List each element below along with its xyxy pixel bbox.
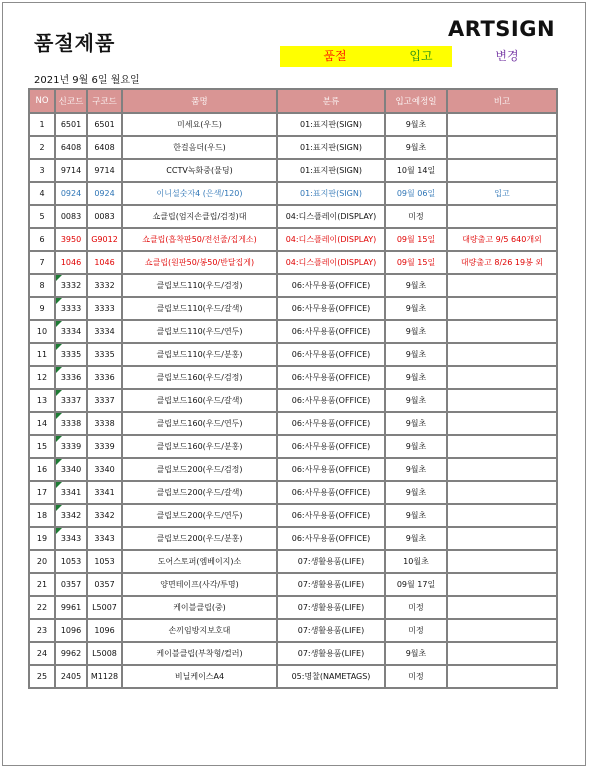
cell-product-name: 클립보드110(우드/갈색) xyxy=(122,297,277,320)
cell-note xyxy=(447,136,557,159)
cell-arrival-date: 미정 xyxy=(385,619,447,642)
header-product-name: 품명 xyxy=(122,89,277,113)
cell-product-name: 클립보드160(우드/갈색) xyxy=(122,389,277,412)
cell-no: 18 xyxy=(29,504,55,527)
cell-product-name: 클립보드160(우드/분홍) xyxy=(122,435,277,458)
header-new-code: 신코드 xyxy=(55,89,87,113)
cell-note xyxy=(447,366,557,389)
cell-no: 25 xyxy=(29,665,55,688)
cell-category: 07:생활용품(LIFE) xyxy=(277,596,385,619)
cell-new-code: 3332 xyxy=(55,274,87,297)
cell-arrival-date: 10월 14일 xyxy=(385,159,447,182)
cell-note: 대량출고 8/26 19봉 외 xyxy=(447,251,557,274)
cell-arrival-date: 9월초 xyxy=(385,412,447,435)
cell-product-name: 클립보드200(우드/검정) xyxy=(122,458,277,481)
cell-new-code: 3336 xyxy=(55,366,87,389)
cell-old-code: 0357 xyxy=(87,573,122,596)
cell-old-code: G9012 xyxy=(87,228,122,251)
cell-note xyxy=(447,596,557,619)
cell-category: 07:생활용품(LIFE) xyxy=(277,550,385,573)
cell-new-code: 1053 xyxy=(55,550,87,573)
cell-note xyxy=(447,297,557,320)
cell-arrival-date: 9월초 xyxy=(385,504,447,527)
cell-product-name: 클립보드110(우드/분홍) xyxy=(122,343,277,366)
cell-category: 06:사무용품(OFFICE) xyxy=(277,366,385,389)
cell-arrival-date: 09월 15일 xyxy=(385,228,447,251)
table-row xyxy=(29,228,557,251)
cell-note xyxy=(447,343,557,366)
cell-no: 3 xyxy=(29,159,55,182)
table-row xyxy=(29,182,557,205)
cell-category: 06:사무용품(OFFICE) xyxy=(277,320,385,343)
cell-no: 11 xyxy=(29,343,55,366)
cell-note xyxy=(447,550,557,573)
cell-old-code: 1096 xyxy=(87,619,122,642)
cell-arrival-date: 9월초 xyxy=(385,366,447,389)
cell-note xyxy=(447,389,557,412)
cell-arrival-date: 9월초 xyxy=(385,642,447,665)
cell-new-code: 1046 xyxy=(55,251,87,274)
cell-new-code: 9961 xyxy=(55,596,87,619)
cell-note xyxy=(447,458,557,481)
cell-note xyxy=(447,205,557,228)
cell-arrival-date: 9월초 xyxy=(385,274,447,297)
cell-old-code: L5008 xyxy=(87,642,122,665)
cell-no: 5 xyxy=(29,205,55,228)
table-row xyxy=(29,665,557,688)
cell-new-code: 3335 xyxy=(55,343,87,366)
cell-arrival-date: 09월 15일 xyxy=(385,251,447,274)
cell-product-name: 쇼클립(엄지손클립/검정)대 xyxy=(122,205,277,228)
soldout-table xyxy=(28,88,558,689)
cell-category: 07:생활용품(LIFE) xyxy=(277,573,385,596)
cell-category: 01:표지판(SIGN) xyxy=(277,182,385,205)
cell-no: 6 xyxy=(29,228,55,251)
cell-no: 21 xyxy=(29,573,55,596)
cell-old-code: 1046 xyxy=(87,251,122,274)
cell-new-code: 3343 xyxy=(55,527,87,550)
cell-category: 06:사무용품(OFFICE) xyxy=(277,389,385,412)
cell-old-code: 1053 xyxy=(87,550,122,573)
cell-product-name: 클립보드200(우드/분홍) xyxy=(122,527,277,550)
table-row xyxy=(29,320,557,343)
table-row xyxy=(29,159,557,182)
cell-no: 1 xyxy=(29,113,55,136)
cell-note xyxy=(447,435,557,458)
cell-note xyxy=(447,159,557,182)
cell-no: 10 xyxy=(29,320,55,343)
cell-product-name: 손끼임방지보호대 xyxy=(122,619,277,642)
cell-product-name: 케이블클립(부착형/컬러) xyxy=(122,642,277,665)
cell-arrival-date: 9월초 xyxy=(385,458,447,481)
cell-new-code: 9714 xyxy=(55,159,87,182)
cell-old-code: L5007 xyxy=(87,596,122,619)
cell-product-name: 쇼클립(흡착판50/전선줄/집게소) xyxy=(122,228,277,251)
table-row xyxy=(29,136,557,159)
cell-no: 24 xyxy=(29,642,55,665)
cell-arrival-date: 9월초 xyxy=(385,389,447,412)
cell-new-code: 3333 xyxy=(55,297,87,320)
cell-new-code: 3950 xyxy=(55,228,87,251)
table-row xyxy=(29,113,557,136)
cell-category: 06:사무용품(OFFICE) xyxy=(277,458,385,481)
table-row xyxy=(29,573,557,596)
cell-category: 06:사무용품(OFFICE) xyxy=(277,527,385,550)
cell-new-code: 6408 xyxy=(55,136,87,159)
cell-new-code: 3339 xyxy=(55,435,87,458)
table-row xyxy=(29,274,557,297)
legend-instock: 입고 xyxy=(390,46,452,67)
cell-new-code: 3334 xyxy=(55,320,87,343)
cell-product-name: 양면테이프(사각/투명) xyxy=(122,573,277,596)
table-row xyxy=(29,481,557,504)
table-row xyxy=(29,458,557,481)
cell-no: 4 xyxy=(29,182,55,205)
table-row xyxy=(29,550,557,573)
header-arrival-date: 입고예정일 xyxy=(385,89,447,113)
cell-arrival-date: 미정 xyxy=(385,596,447,619)
cell-new-code: 6501 xyxy=(55,113,87,136)
cell-note xyxy=(447,274,557,297)
cell-category: 04:디스플레이(DISPLAY) xyxy=(277,228,385,251)
cell-new-code: 3337 xyxy=(55,389,87,412)
cell-category: 06:사무용품(OFFICE) xyxy=(277,504,385,527)
cell-product-name: CCTV녹화중(물딩) xyxy=(122,159,277,182)
cell-note xyxy=(447,481,557,504)
cell-new-code: 3338 xyxy=(55,412,87,435)
cell-old-code: 3340 xyxy=(87,458,122,481)
cell-old-code: 0083 xyxy=(87,205,122,228)
cell-no: 17 xyxy=(29,481,55,504)
cell-old-code: 3341 xyxy=(87,481,122,504)
cell-category: 06:사무용품(OFFICE) xyxy=(277,412,385,435)
cell-no: 2 xyxy=(29,136,55,159)
cell-old-code: 6501 xyxy=(87,113,122,136)
cell-category: 06:사무용품(OFFICE) xyxy=(277,481,385,504)
cell-old-code: 3335 xyxy=(87,343,122,366)
table-row xyxy=(29,412,557,435)
cell-product-name: 도어스토퍼(엠베이지)소 xyxy=(122,550,277,573)
cell-old-code: 6408 xyxy=(87,136,122,159)
cell-no: 15 xyxy=(29,435,55,458)
cell-arrival-date: 09월 17일 xyxy=(385,573,447,596)
cell-arrival-date: 9월초 xyxy=(385,343,447,366)
table-row xyxy=(29,527,557,550)
cell-arrival-date: 9월초 xyxy=(385,320,447,343)
cell-category: 04:디스플레이(DISPLAY) xyxy=(277,251,385,274)
cell-new-code: 1096 xyxy=(55,619,87,642)
cell-no: 13 xyxy=(29,389,55,412)
cell-product-name: 클립보드160(우드/연두) xyxy=(122,412,277,435)
table-row xyxy=(29,251,557,274)
cell-new-code: 3341 xyxy=(55,481,87,504)
cell-old-code: 3334 xyxy=(87,320,122,343)
cell-note xyxy=(447,320,557,343)
cell-category: 07:생활용품(LIFE) xyxy=(277,642,385,665)
cell-no: 14 xyxy=(29,412,55,435)
cell-note xyxy=(447,527,557,550)
header-note: 비고 xyxy=(447,89,557,113)
cell-product-name: 비닐케이스A4 xyxy=(122,665,277,688)
table-header-row xyxy=(29,89,557,113)
cell-arrival-date: 09월 06일 xyxy=(385,182,447,205)
cell-no: 7 xyxy=(29,251,55,274)
cell-product-name: 클립보드160(우드/검정) xyxy=(122,366,277,389)
cell-new-code: 0083 xyxy=(55,205,87,228)
cell-note xyxy=(447,619,557,642)
table-row xyxy=(29,619,557,642)
cell-no: 19 xyxy=(29,527,55,550)
cell-note: 입고 xyxy=(447,182,557,205)
table-row xyxy=(29,389,557,412)
brand-logo: ARTSIGN xyxy=(448,17,556,41)
cell-note xyxy=(447,504,557,527)
page-title: 품절제품 xyxy=(34,31,116,55)
cell-old-code: 3333 xyxy=(87,297,122,320)
cell-category: 05:명찰(NAMETAGS) xyxy=(277,665,385,688)
cell-note: 대량출고 9/5 640개외 xyxy=(447,228,557,251)
header-no: NO xyxy=(29,89,55,113)
legend-soldout: 품절 xyxy=(280,46,390,67)
cell-old-code: 3343 xyxy=(87,527,122,550)
legend-changed: 변경 xyxy=(452,46,562,67)
cell-category: 01:표지판(SIGN) xyxy=(277,113,385,136)
cell-old-code: 3337 xyxy=(87,389,122,412)
cell-category: 01:표지판(SIGN) xyxy=(277,159,385,182)
cell-new-code: 3342 xyxy=(55,504,87,527)
cell-product-name: 클립보드200(우드/갈색) xyxy=(122,481,277,504)
header-category: 분류 xyxy=(277,89,385,113)
cell-note xyxy=(447,412,557,435)
cell-category: 04:디스플레이(DISPLAY) xyxy=(277,205,385,228)
cell-old-code: 9714 xyxy=(87,159,122,182)
cell-product-name: 이니셜숫자4 (은색/120) xyxy=(122,182,277,205)
table-row xyxy=(29,343,557,366)
cell-arrival-date: 9월초 xyxy=(385,113,447,136)
cell-no: 16 xyxy=(29,458,55,481)
table-row xyxy=(29,596,557,619)
cell-product-name: 쇼클립(원판50/봉50/반달집게) xyxy=(122,251,277,274)
cell-note xyxy=(447,113,557,136)
cell-new-code: 3340 xyxy=(55,458,87,481)
cell-note xyxy=(447,665,557,688)
cell-arrival-date: 9월초 xyxy=(385,527,447,550)
cell-arrival-date: 9월초 xyxy=(385,297,447,320)
cell-arrival-date: 9월초 xyxy=(385,136,447,159)
cell-no: 23 xyxy=(29,619,55,642)
cell-no: 12 xyxy=(29,366,55,389)
cell-arrival-date: 9월초 xyxy=(385,481,447,504)
cell-new-code: 9962 xyxy=(55,642,87,665)
cell-note xyxy=(447,573,557,596)
cell-category: 01:표지판(SIGN) xyxy=(277,136,385,159)
cell-old-code: 3342 xyxy=(87,504,122,527)
cell-old-code: M1128 xyxy=(87,665,122,688)
cell-old-code: 3336 xyxy=(87,366,122,389)
cell-old-code: 3339 xyxy=(87,435,122,458)
cell-no: 9 xyxy=(29,297,55,320)
cell-no: 22 xyxy=(29,596,55,619)
table-row xyxy=(29,205,557,228)
cell-arrival-date: 미정 xyxy=(385,665,447,688)
cell-no: 20 xyxy=(29,550,55,573)
table-row xyxy=(29,297,557,320)
cell-product-name: 한걸음더(우드) xyxy=(122,136,277,159)
cell-product-name: 클립보드110(우드/검정) xyxy=(122,274,277,297)
cell-arrival-date: 9월초 xyxy=(385,435,447,458)
table-row xyxy=(29,366,557,389)
table-row xyxy=(29,504,557,527)
cell-new-code: 0357 xyxy=(55,573,87,596)
cell-category: 06:사무용품(OFFICE) xyxy=(277,274,385,297)
cell-category: 07:생활용품(LIFE) xyxy=(277,619,385,642)
cell-arrival-date: 10월초 xyxy=(385,550,447,573)
cell-product-name: 클립보드110(우드/연두) xyxy=(122,320,277,343)
cell-note xyxy=(447,642,557,665)
cell-old-code: 3332 xyxy=(87,274,122,297)
cell-product-name: 클립보드200(우드/연두) xyxy=(122,504,277,527)
table-row xyxy=(29,435,557,458)
cell-product-name: 미세요(우드) xyxy=(122,113,277,136)
cell-category: 06:사무용품(OFFICE) xyxy=(277,435,385,458)
cell-old-code: 3338 xyxy=(87,412,122,435)
cell-no: 8 xyxy=(29,274,55,297)
report-date: 2021년 9월 6일 월요일 xyxy=(34,75,140,86)
cell-old-code: 0924 xyxy=(87,182,122,205)
cell-category: 06:사무용품(OFFICE) xyxy=(277,343,385,366)
cell-new-code: 0924 xyxy=(55,182,87,205)
cell-new-code: 2405 xyxy=(55,665,87,688)
table-row xyxy=(29,642,557,665)
cell-product-name: 케이블클립(중) xyxy=(122,596,277,619)
cell-arrival-date: 미정 xyxy=(385,205,447,228)
header-old-code: 구코드 xyxy=(87,89,122,113)
legend xyxy=(280,46,562,67)
cell-category: 06:사무용품(OFFICE) xyxy=(277,297,385,320)
